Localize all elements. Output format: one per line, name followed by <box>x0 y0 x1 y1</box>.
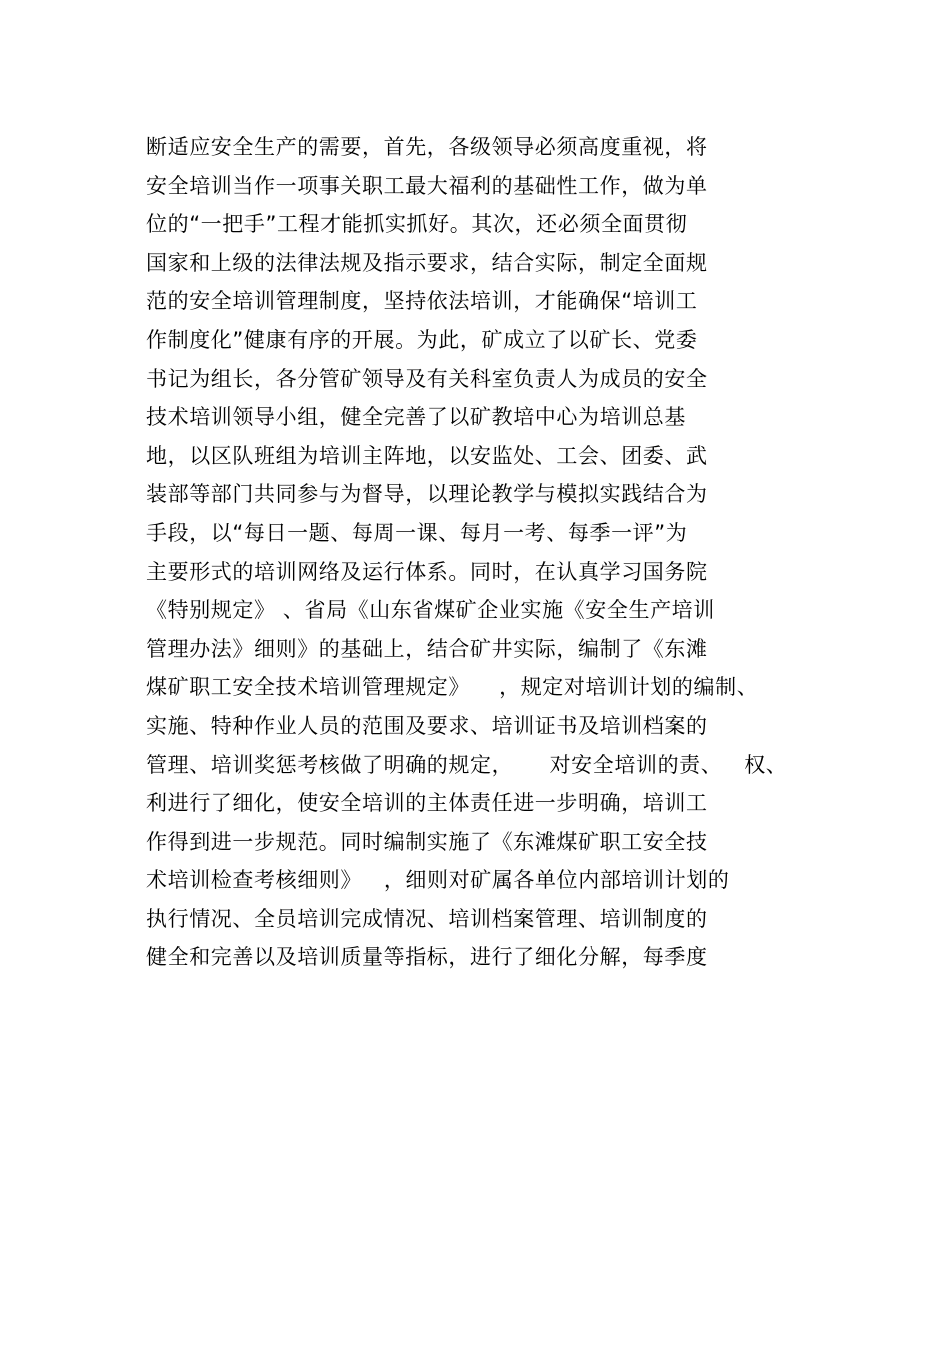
text-line: 执行情况、全员培训完成情况、培训档案管理、培训制度的 <box>146 906 708 931</box>
text-line: 主要形式的培训网络及运行体系。同时，在认真学习国务院 <box>146 559 708 584</box>
text-line: 利进行了细化，使安全培训的主体责任进一步明确，培训工 <box>146 791 708 816</box>
text-line: 健全和完善以及培训质量等指标，进行了细化分解，每季度 <box>146 945 708 970</box>
text-line: 国家和上级的法律法规及指示要求，结合实际，制定全面规 <box>146 250 708 275</box>
text-line: 手段，以“每日一题、每周一课、每月一考、每季一评”为 <box>146 520 688 545</box>
text-line: 地，以区队班组为培训主阵地，以安监处、工会、团委、武 <box>146 443 708 468</box>
text-line: 作得到进一步规范。同时编制实施了《东滩煤矿职工安全技 <box>146 829 708 854</box>
body-text <box>146 128 826 977</box>
text-line: 位的“一把手”工程才能抓实抓好。其次，还必须全面贯彻 <box>146 212 688 237</box>
text-line: 安全培训当作一项事关职工最大福利的基础性工作，做为单 <box>146 173 708 198</box>
text-line: 范的安全培训管理制度，坚持依法培训，才能确保“培训工 <box>146 289 698 314</box>
text-line: 《特别规定》 、省局《山东省煤矿企业实施《安全生产培训 <box>146 598 715 623</box>
text-line: 术培训检查考核细则》 ，细则对矿属各单位内部培训计划的 <box>146 868 730 893</box>
text-line: 装部等部门共同参与为督导，以理论教学与模拟实践结合为 <box>146 482 708 507</box>
text-line: 管理、培训奖惩考核做了明确的规定， 对安全培训的责、 权、 <box>146 752 788 777</box>
text-line: 管理办法》细则》的基础上，结合矿井实际，编制了《东滩 <box>146 636 708 661</box>
text-line: 作制度化”健康有序的开展。为此，矿成立了以矿长、党委 <box>146 327 698 352</box>
text-line: 书记为组长，各分管矿领导及有关科室负责人为成员的安全 <box>146 366 708 391</box>
text-line: 技术培训领导小组，健全完善了以矿教培中心为培训总基 <box>146 405 686 430</box>
text-line: 实施、特种作业人员的范围及要求、培训证书及培训档案的 <box>146 713 708 738</box>
text-line: 煤矿职工安全技术培训管理规定》 ，规定对培训计划的编制、 <box>146 675 759 700</box>
text-line: 断适应安全生产的需要，首先，各级领导必须高度重视，将 <box>146 135 708 159</box>
